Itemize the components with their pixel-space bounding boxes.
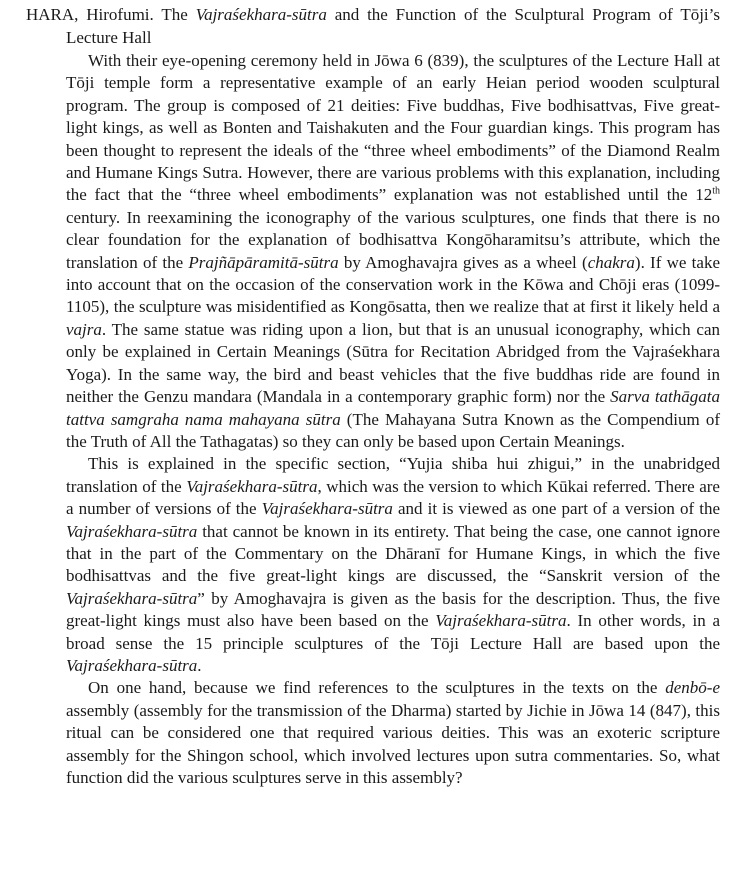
title-text-2: and the Function of the Sculptural Program of Tōji’s Lecture Hall [66,5,720,47]
italic-run: Vajraśekhara-sūtra [435,611,567,631]
text-run: and it is viewed as one part of a version of the [392,499,720,519]
paragraph-1 [66,50,720,453]
italic-run: vajra [66,319,102,339]
text-run: . In other words, in a broad sense the 15 principle sculptures of the Tōji Lecture Hall are based upon the [66,611,721,653]
italic-run: Vajraśekhara-sūtra [186,476,318,496]
italic-run: denbō-e [665,678,720,698]
italic-run: Vajraśekhara-sūtra [66,588,198,608]
title-text-1: The [161,5,196,24]
title-italic-sutra: Vajraśekhara-sūtra [195,5,327,24]
text-run: assembly (assembly for the transmission of the Dharma) started by Jichie in Jōwa 14 (847), this ritual can be considered one that required various deities. This was an exoteric scripture assembly for the Shingon school, which involved lectures upon sutra commentaries. So, what function did the various sculptures serve in this assembly? [66,700,720,787]
text-run: by Amoghavajra gives as a wheel ( [338,252,588,272]
text-run: , which was the version to which Kūkai referred. There are a number of versions of the [66,476,720,519]
italic-run: Prajñāpāramitā-sūtra [188,252,339,272]
text-run: (The Mahayana Sutra Known as the Compendium of the Truth of All the Tathagatas) so they can only be based upon Certain Meanings. [66,409,720,451]
italic-run: Vajraśekhara-sūtra [66,521,198,541]
paragraph-3 [66,677,720,789]
italic-run: Sarva tathāgata tattva samgraha nama mahayana sūtra [66,387,720,429]
text-run: . [197,655,202,675]
article-heading [26,4,720,49]
italic-run: Vajraśekhara-sūtra [66,655,198,675]
italic-run: chakra [587,252,635,272]
text-run: century. In reexamining the iconography of the various sculptures, one finds that there is no clear foundation for the explanation of bodhisattva Kongōharamitsu’s attribute, which the translation of the [66,207,720,272]
article-body [26,50,720,789]
text-run: that cannot be known in its entirety. That being the case, one cannot ignore that in the part of the Commentary on the Dhāranī for Humane Kings, in which the five bodhisattvas and the five great-light kings are discussed, the “Sanskrit version of the [66,521,720,586]
text-run: . The same statue was riding upon a lion, but that is an unusual iconography, which can only be explained in Certain Meanings (Sūtra for Recitation Abridged from the Vajraśekhara Yoga). In the same way, the bird and beast vehicles that the five buddhas ride are found in neither the Genzu mandara (Mandala in a contemporary graphic form) nor the [66,319,720,407]
text-run: ). If we take into account that on the occasion of the conservation work in the Kōwa and Chōji eras (1099-1105), the sculpture was misidentified as Kongōsatta, then we realize that at first it likely held a [66,252,720,317]
author-name: HARA, Hirofumi. [26,5,154,24]
paragraph-2 [66,453,720,677]
text-run: On one hand, because we find references to the sculptures in the texts on the [88,678,666,698]
italic-run: Vajraśekhara-sūtra [261,499,393,519]
superscript: th [712,185,720,197]
text-run: ” by Amoghavajra is given as the basis for the description. Thus, the five great-light kings must also have been based on the [66,588,720,631]
text-run: With their eye-opening ceremony held in Jōwa 6 (839), the sculptures of the Lecture Hall at Tōji temple form a representative example of an early Heian period wooden sculptural program. The group is composed of 21 deities: Five buddhas, Five bodhisattvas, Five great-light kings, as well as Bonten and Taishakuten and the Four guardian kings. This program has been thought to represent the ideals of the “three wheel embodiments” of the Diamond Realm and Humane Kings Sutra. However, there are various problems with this explanation, including the fact that the “three wheel embodiments” explanation was not established until the 12 [66,51,720,205]
text-run: This is explained in the specific section, “Yujia shiba hui zhigui,” in the unabridged translation of the [66,454,720,496]
